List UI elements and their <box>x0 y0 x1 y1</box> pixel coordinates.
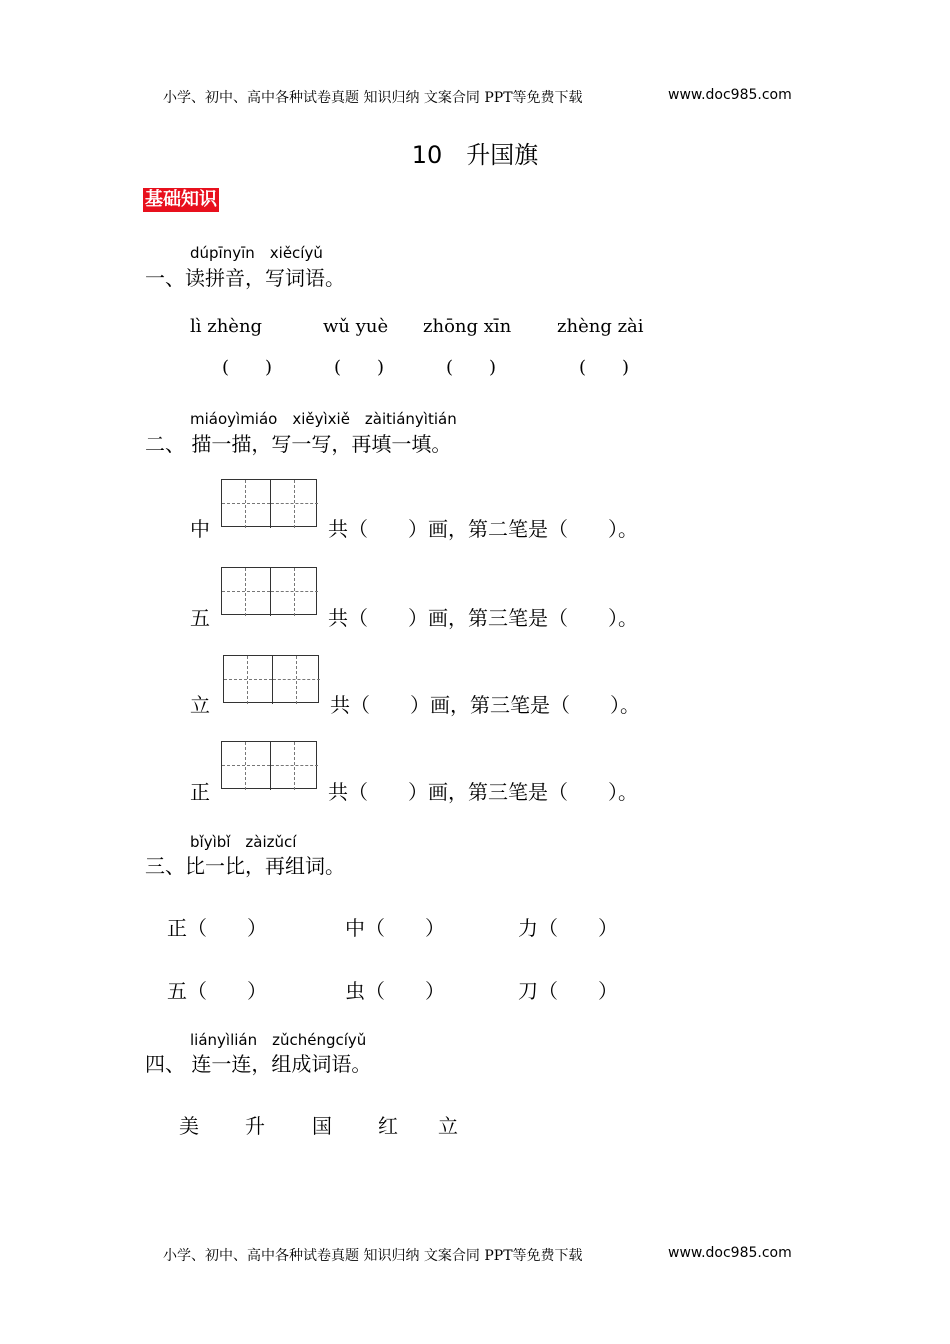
writing-grid-1[interactable] <box>221 479 317 527</box>
grid-cell[interactable] <box>222 480 270 528</box>
footer-text: 小学、初中、高中各种试卷真题 知识归纳 文案合同 PPT等免费下载 <box>163 1248 583 1264</box>
q2-text-2: 共（ ）画，第三笔是（ ）。 <box>328 606 638 630</box>
q4-heading: 四、 连一连，组成词语。 <box>145 1052 372 1076</box>
page-header <box>163 87 792 107</box>
q1-word-3: zhōng xīn <box>423 316 512 337</box>
footer-site[interactable]: www.doc985.com <box>668 1245 792 1261</box>
writing-grid-4[interactable] <box>221 741 317 789</box>
q4-char-2[interactable]: 升 <box>245 1114 265 1138</box>
q1-blank-4[interactable]: ( ) <box>579 357 630 378</box>
q2-pinyin: miáoyìmiáo xiěyìxiě zàitiányìtián <box>190 410 457 428</box>
q3-pinyin: bǐyìbǐ zàizǔcí <box>190 833 297 851</box>
q4-char-1[interactable]: 美 <box>179 1114 199 1138</box>
grid-cell[interactable] <box>272 656 320 704</box>
q3-item-3[interactable]: 力（ ） <box>518 916 618 940</box>
q2-text-3: 共（ ）画，第三笔是（ ）。 <box>330 693 640 717</box>
q2-heading: 二、 描一描，写一写，再填一填。 <box>145 432 452 456</box>
q4-char-5[interactable]: 立 <box>438 1114 458 1138</box>
q1-heading: 一、读拼音，写词语。 <box>145 266 345 290</box>
q2-char-1: 中 <box>190 517 210 541</box>
grid-cell[interactable] <box>270 742 318 790</box>
grid-cell[interactable] <box>222 568 270 616</box>
q4-pinyin: liányìlián zǔchéngcíyǔ <box>190 1031 367 1049</box>
grid-cell[interactable] <box>270 480 318 528</box>
header-site[interactable]: www.doc985.com <box>668 87 792 103</box>
grid-cell[interactable] <box>270 568 318 616</box>
grid-cell[interactable] <box>224 656 272 704</box>
q3-item-4[interactable]: 五（ ） <box>167 979 267 1003</box>
q1-blank-3[interactable]: ( ) <box>446 357 497 378</box>
q3-item-5[interactable]: 虫（ ） <box>345 979 445 1003</box>
section-badge: 基础知识 <box>145 189 217 210</box>
q1-word-2: wǔ yuè <box>323 316 389 337</box>
q1-blank-1[interactable]: ( ) <box>222 357 273 378</box>
q1-word-1: lì zhèng <box>190 316 263 337</box>
q2-text-4: 共（ ）画，第三笔是（ ）。 <box>328 780 638 804</box>
q3-item-6[interactable]: 刀（ ） <box>518 979 618 1003</box>
header-text: 小学、初中、高中各种试卷真题 知识归纳 文案合同 PPT等免费下载 <box>163 90 583 106</box>
q3-heading: 三、比一比，再组词。 <box>145 854 345 878</box>
q3-item-2[interactable]: 中（ ） <box>345 916 445 940</box>
q2-char-4: 正 <box>190 780 210 804</box>
writing-grid-3[interactable] <box>223 655 319 703</box>
page-footer <box>163 1245 792 1265</box>
q1-pinyin: dúpīnyīn xiěcíyǔ <box>190 244 323 262</box>
page-title: 10 升国旗 <box>411 141 539 169</box>
writing-grid-2[interactable] <box>221 567 317 615</box>
q1-word-4: zhèng zài <box>557 316 644 337</box>
q3-item-1[interactable]: 正（ ） <box>167 916 267 940</box>
q2-char-2: 五 <box>190 606 210 630</box>
q4-char-4[interactable]: 红 <box>378 1114 398 1138</box>
q1-blank-2[interactable]: ( ) <box>334 357 385 378</box>
grid-cell[interactable] <box>222 742 270 790</box>
q2-char-3: 立 <box>190 693 210 717</box>
q4-char-3[interactable]: 国 <box>312 1114 332 1138</box>
q2-text-1: 共（ ）画，第二笔是（ ）。 <box>328 517 638 541</box>
